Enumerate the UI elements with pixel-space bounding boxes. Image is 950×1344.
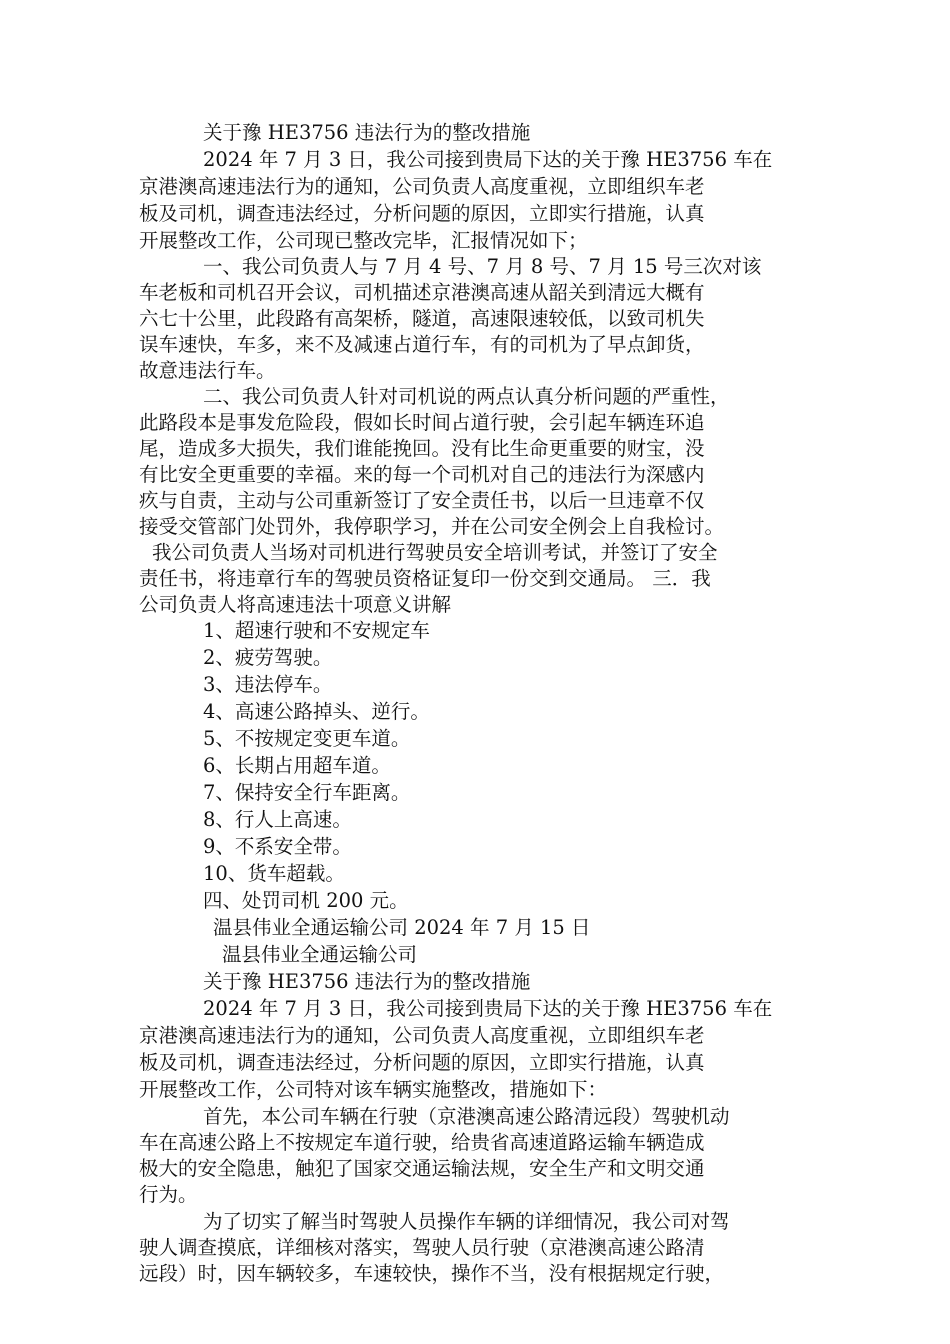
paragraph-line: 京港澳高速违法行为的通知，公司负责人高度重视，立即组织车老 [139,175,705,198]
paragraph-line: 首先，本公司车辆在行驶（京港澳高速公路清远段）驾驶机动 [203,1105,730,1128]
paragraph-line: 四、处罚司机 200 元。 [203,889,409,912]
paragraph-line: 六七十公里，此段路有高架桥，隧道，高速限速较低，以致司机失 [139,307,705,330]
list-item: 7、保持安全行车距离。 [203,781,411,804]
list-item: 1、超速行驶和不安规定车 [203,619,430,642]
paragraph-line: 行为。 [139,1183,198,1206]
paragraph-line: 我公司负责人当场对司机进行驾驶员安全培训考试，并签订了安全 [152,541,718,564]
list-item: 6、长期占用超车道。 [203,754,391,777]
paragraph-line: 板及司机，调查违法经过，分析问题的原因，立即实行措施，认真 [139,1051,705,1074]
list-item: 2、疲劳驾驶。 [203,646,333,669]
heading: 关于豫 HE3756 违法行为的整改措施 [203,121,531,144]
paragraph-line: 责任书，将违章行车的驾驶员资格证复印一份交到交通局。 三．我 [139,567,711,590]
paragraph-line: 开展整改工作，公司现已整改完毕，汇报情况如下； [139,229,588,252]
paragraph-line: 开展整改工作，公司特对该车辆实施整改，措施如下： [139,1078,608,1101]
paragraph-line: 2024 年 7 月 3 日，我公司接到贵局下达的关于豫 HE3756 车在 [203,148,773,171]
list-item: 3、违法停车。 [203,673,333,696]
list-item: 10、货车超载。 [203,862,345,885]
paragraph-line: 一、我公司负责人与 7 月 4 号、7 月 8 号、7 月 15 号三次对该 [203,255,762,278]
paragraph-line: 接受交管部门处罚外，我停职学习，并在公司安全例会上自我检讨。 [139,515,725,538]
list-item: 8、行人上高速。 [203,808,352,831]
paragraph-line: 误车速快，车多，来不及减速占道行车，有的司机为了早点卸货， [139,333,705,356]
heading: 关于豫 HE3756 违法行为的整改措施 [203,970,531,993]
signature-date: 温县伟业全通运输公司 2024 年 7 月 15 日 [213,916,591,939]
paragraph-line: 板及司机，调查违法经过，分析问题的原因，立即实行措施，认真 [139,202,705,225]
list-item: 4、高速公路掉头、逆行。 [203,700,430,723]
paragraph-line: 京港澳高速违法行为的通知，公司负责人高度重视，立即组织车老 [139,1024,705,1047]
paragraph-line: 车在高速公路上不按规定车道行驶，给贵省高速道路运输车辆造成 [139,1131,705,1154]
paragraph-line: 极大的安全隐患，触犯了国家交通运输法规，安全生产和文明交通 [139,1157,705,1180]
paragraph-line: 有比安全更重要的幸福。来的每一个司机对自己的违法行为深感内 [139,463,705,486]
paragraph-line: 故意违法行车。 [139,359,276,382]
paragraph-line: 尾，造成多大损失，我们谁能挽回。没有比生命更重要的财宝，没 [139,437,705,460]
paragraph-line: 疚与自责，主动与公司重新签订了安全责任书，以后一旦违章不仅 [139,489,705,512]
list-item: 5、不按规定变更车道。 [203,727,411,750]
paragraph-line: 2024 年 7 月 3 日，我公司接到贵局下达的关于豫 HE3756 车在 [203,997,773,1020]
paragraph-line: 车老板和司机召开会议，司机描述京港澳高速从韶关到清远大概有 [139,281,705,304]
paragraph-line: 此路段本是事发危险段，假如长时间占道行驶，会引起车辆连环追 [139,411,705,434]
paragraph-line: 公司负责人将高速违法十项意义讲解 [139,593,452,616]
list-item: 9、不系安全带。 [203,835,352,858]
paragraph-line: 为了切实了解当时驾驶人员操作车辆的详细情况，我公司对驾 [203,1210,730,1233]
paragraph-line: 远段）时，因车辆较多，车速较快，操作不当，没有根据规定行驶， [139,1262,725,1285]
signature: 温县伟业全通运输公司 [222,943,418,966]
paragraph-line: 二、我公司负责人针对司机说的两点认真分析问题的严重性， [203,385,730,408]
paragraph-line: 驶人调查摸底，详细核对落实，驾驶人员行驶（京港澳高速公路清 [139,1236,705,1259]
